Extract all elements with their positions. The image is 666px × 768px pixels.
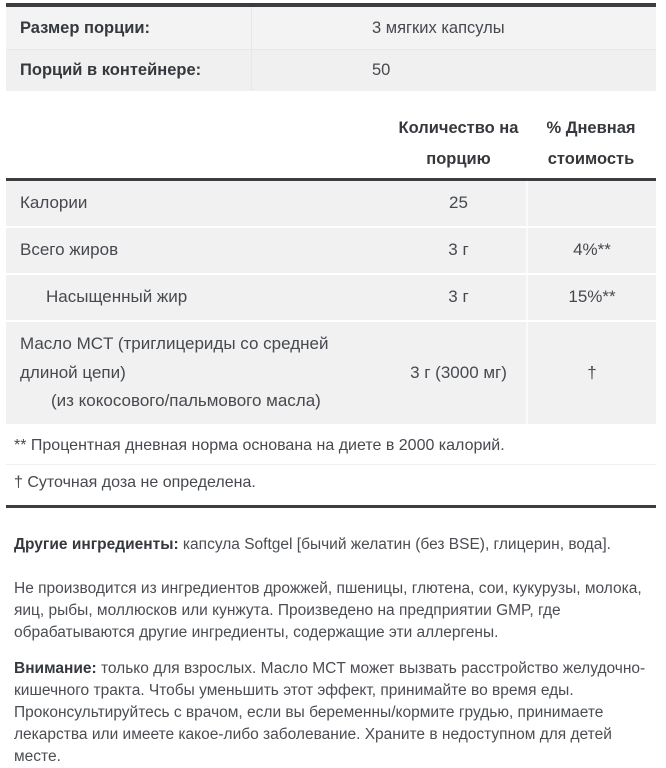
- mct-main-label: Масло MCT (триглицериды со средней длиной цепи): [20, 333, 329, 382]
- table-row-calories: [6, 181, 656, 226]
- row-amount: 3 г (3000 мг): [410, 363, 507, 382]
- other-ingredients-text: капсула Softgel [бычий желатин (без BSE), глицерин, вода].: [178, 536, 611, 554]
- row-amount: 3 г: [448, 287, 469, 307]
- facts-table: [6, 91, 656, 508]
- mct-label-block: [20, 330, 355, 417]
- row-dv: 4%**: [526, 228, 656, 273]
- label-text-section: [6, 508, 656, 768]
- row-label: Калории: [20, 193, 88, 212]
- row-label: [6, 322, 391, 425]
- servings-per-container-label: Порций в контейнере:: [6, 50, 252, 91]
- serving-size-value: 3 мягких капсулы: [372, 18, 505, 37]
- facts-table-header: [6, 91, 656, 178]
- row-dv: 15%**: [526, 275, 656, 320]
- table-row-total-fat: [6, 228, 656, 273]
- row-amount: 3 г: [448, 240, 469, 260]
- footnote-daily-value: ** Процентная дневная норма основана на диете в 2000 калорий.: [6, 424, 656, 464]
- mct-source-label: (из кокосового/пальмового масла): [51, 391, 321, 411]
- header-amount-per-serving: Количество на порцию: [398, 119, 519, 168]
- serving-info-table: [6, 3, 656, 91]
- serving-size-row: [6, 7, 656, 49]
- row-dv: [526, 181, 656, 226]
- row-label: Насыщенный жир: [46, 286, 188, 306]
- header-daily-value: % Дневная стоимость: [546, 119, 636, 168]
- row-dv: †: [526, 322, 656, 425]
- footnote-dagger: † Суточная доза не определена.: [6, 464, 656, 505]
- servings-per-container-value: 50: [372, 61, 391, 79]
- warning-label: Внимание:: [14, 660, 97, 678]
- row-label: Всего жиров: [20, 239, 119, 259]
- warning-text: только для взрослых. Масло MCT может вызвать расстройство желудочно-кишечного тракта. Чтобы уменьшить этот эффект, принимайте во время еды. Проконсультируйтесь с врачом, если вы беременны/кормите грудью, принимаете лекарства или имеете какое-либо заболевание. Храните в недоступном для детей месте.: [14, 660, 646, 766]
- other-ingredients: [14, 534, 650, 556]
- warning-note: [14, 658, 650, 768]
- servings-per-container-row: [6, 49, 656, 91]
- table-row-mct-oil: [6, 322, 656, 425]
- facts-table-body: [6, 178, 656, 424]
- other-ingredients-label: Другие ингредиенты:: [14, 536, 179, 554]
- row-amount: 25: [449, 193, 468, 213]
- serving-size-label: Размер порции:: [6, 7, 252, 49]
- table-row-saturated-fat: [6, 275, 656, 320]
- allergen-note: Не производится из ингредиентов дрожжей, пшеницы, глютена, сои, кукурузы, молока, яиц, рыбы, моллюсков или кунжута. Произведено на предприятии GMP, где обрабатываются другие ингредиенты, содержащие эти аллергены.: [14, 580, 642, 642]
